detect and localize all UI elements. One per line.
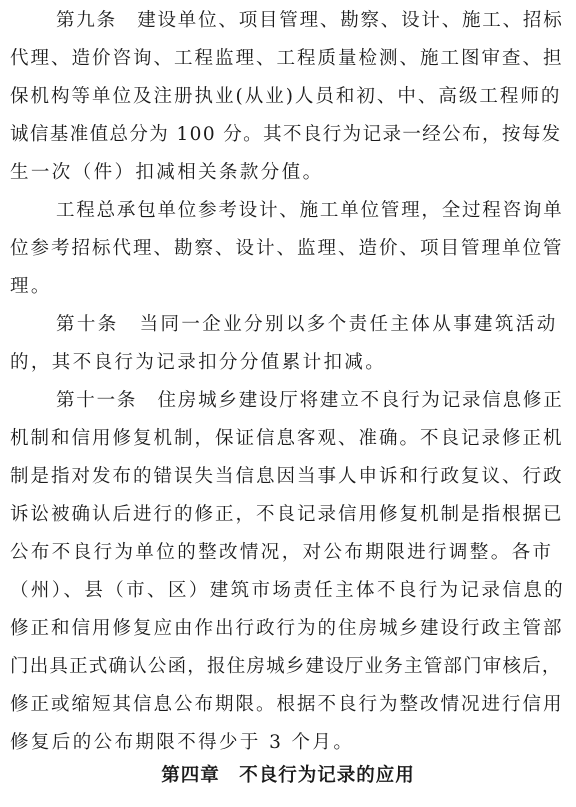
- article-9-line-2: 代理、造价咨询、工程监理、工程质量检测、施工图审查、担: [10, 48, 564, 69]
- article-11-line-2: 机制和信用修复机制，保证信息客观、准确。不良记录修正机: [10, 428, 564, 449]
- article-11-line-8: 门出具正式确认公函，报住房城乡建设厅业务主管部门审核后，: [10, 656, 562, 677]
- article-11-line-3: 制是指对发布的错误失当信息因当事人申诉和行政复议、行政: [10, 466, 564, 487]
- article-11-line-4: 诉讼被确认后进行的修正，不良记录信用修复机制是指根据已: [10, 504, 564, 525]
- contractor-note-line-1: 工程总承包单位参考设计、施工单位管理，全过程咨询单: [56, 200, 564, 221]
- article-9-line-3: 保机构等单位及注册执业(从业)人员和初、中、高级工程师的: [10, 86, 562, 107]
- contractor-note-line-2: 位参考招标代理、勘察、设计、监理、造价、项目管理单位管: [10, 238, 564, 259]
- chapter-heading: 第四章 不良行为记录的应用: [161, 765, 415, 786]
- article-11-line-7: 修正和信用修复应由作出行政行为的住房城乡建设行政主管部: [10, 618, 564, 639]
- article-11-line-1: 第十一条 住房城乡建设厅将建立不良行为记录信息修正: [56, 390, 564, 411]
- article-11-line-10: 修复后的公布期限不得少于 3 个月。: [10, 732, 355, 753]
- article-11-line-6: （州）、县（市、区）建筑市场责任主体不良行为记录信息的: [10, 580, 566, 601]
- article-10-line-2: 的，其不良行为记录扣分分值累计扣减。: [10, 352, 387, 373]
- contractor-note-line-3: 理。: [10, 276, 52, 297]
- article-9-line-4: 诚信基准值总分为 100 分。其不良行为记录一经公布，按每发: [10, 124, 562, 145]
- article-9-line-5: 生一次（件）扣减相关条款分值。: [10, 162, 324, 183]
- article-11-line-9: 修正或缩短其信息公布期限。根据不良行为整改情况进行信用: [10, 694, 564, 715]
- article-9-line-1: 第九条 建设单位、项目管理、勘察、设计、施工、招标: [56, 10, 564, 31]
- article-10-line-1: 第十条 当同一企业分别以多个责任主体从事建筑活动: [56, 314, 558, 335]
- article-11-line-5: 公布不良行为单位的整改情况，对公布期限进行调整。各市: [10, 542, 554, 563]
